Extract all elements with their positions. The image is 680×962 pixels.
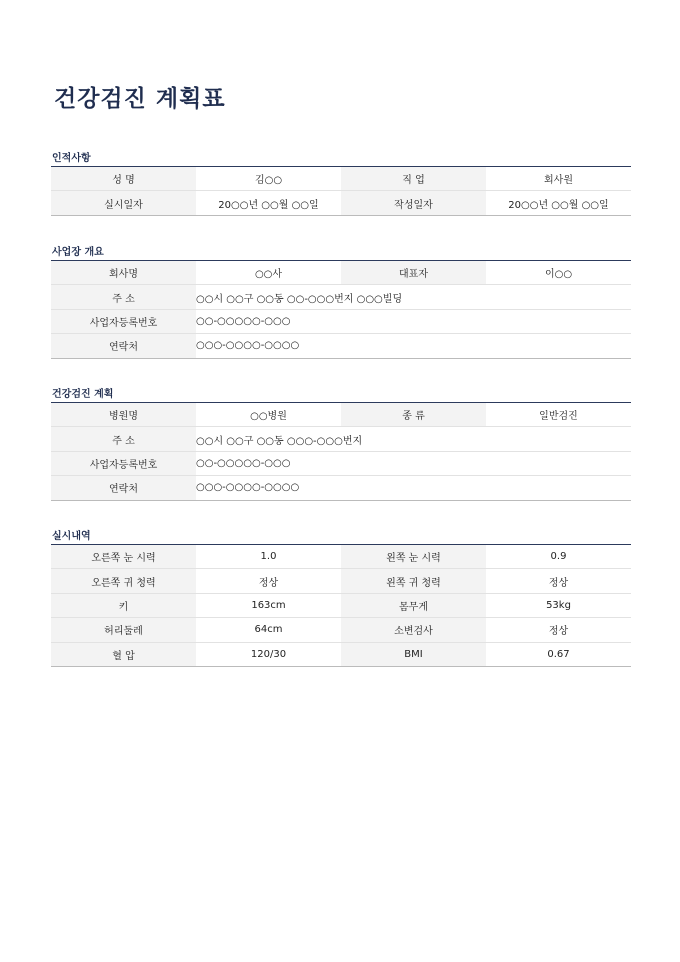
contact-label: 연락처 bbox=[51, 334, 196, 358]
result-value: 0.67 bbox=[486, 642, 631, 666]
exam-type-value: 일반검진 bbox=[486, 403, 631, 427]
result-label: 혈 압 bbox=[51, 642, 196, 666]
section-personal-heading: 인적사항 bbox=[52, 153, 91, 164]
table-row bbox=[51, 309, 631, 333]
result-label: 허리둘레 bbox=[51, 618, 196, 642]
table-row bbox=[51, 476, 631, 500]
table-row bbox=[51, 593, 631, 617]
bizno-label: 사업자등록번호 bbox=[51, 309, 196, 333]
company-label: 회사명 bbox=[51, 261, 196, 285]
job-label: 직 업 bbox=[341, 167, 486, 191]
write-date-label: 작성일자 bbox=[341, 191, 486, 215]
table-row bbox=[51, 642, 631, 666]
result-value: 0.9 bbox=[486, 545, 631, 569]
plan-info-table bbox=[51, 402, 631, 501]
results-table bbox=[51, 544, 631, 667]
bizno-value: ○○-○○○○○-○○○ bbox=[196, 309, 631, 333]
result-label: 오른쪽 귀 청력 bbox=[51, 569, 196, 593]
table-row bbox=[51, 569, 631, 593]
document-title: 건강검진 계획표 bbox=[54, 86, 226, 112]
result-label: 오른쪽 눈 시력 bbox=[51, 545, 196, 569]
result-value: 53kg bbox=[486, 593, 631, 617]
result-value: 163cm bbox=[196, 593, 341, 617]
name-label: 성 명 bbox=[51, 167, 196, 191]
result-label: 몸무게 bbox=[341, 593, 486, 617]
hospital-bizno-label: 사업자등록번호 bbox=[51, 451, 196, 475]
company-value: ○○사 bbox=[196, 261, 341, 285]
result-label: BMI bbox=[341, 642, 486, 666]
result-label: 왼쪽 눈 시력 bbox=[341, 545, 486, 569]
table-row bbox=[51, 403, 631, 427]
hospital-address-label: 주 소 bbox=[51, 427, 196, 451]
result-value: 1.0 bbox=[196, 545, 341, 569]
hospital-bizno-value: ○○-○○○○○-○○○ bbox=[196, 451, 631, 475]
result-label: 키 bbox=[51, 593, 196, 617]
name-value: 김○○ bbox=[196, 167, 341, 191]
result-value: 정상 bbox=[196, 569, 341, 593]
table-row bbox=[51, 427, 631, 451]
table-row bbox=[51, 191, 631, 215]
ceo-label: 대표자 bbox=[341, 261, 486, 285]
result-value: 64cm bbox=[196, 618, 341, 642]
hospital-value: ○○병원 bbox=[196, 403, 341, 427]
result-value: 정상 bbox=[486, 618, 631, 642]
section-plan-heading: 건강검진 계획 bbox=[52, 389, 114, 400]
job-value: 회사원 bbox=[486, 167, 631, 191]
address-label: 주 소 bbox=[51, 285, 196, 309]
ceo-value: 이○○ bbox=[486, 261, 631, 285]
result-value: 120/30 bbox=[196, 642, 341, 666]
table-row bbox=[51, 261, 631, 285]
personal-info-table bbox=[51, 166, 631, 216]
exam-type-label: 종 류 bbox=[341, 403, 486, 427]
table-row bbox=[51, 285, 631, 309]
contact-value: ○○○-○○○○-○○○○ bbox=[196, 334, 631, 358]
section-results-heading: 실시내역 bbox=[52, 531, 91, 542]
table-row bbox=[51, 167, 631, 191]
result-label: 소변검사 bbox=[341, 618, 486, 642]
exam-date-label: 실시일자 bbox=[51, 191, 196, 215]
address-value: ○○시 ○○구 ○○동 ○○-○○○번지 ○○○빌딩 bbox=[196, 285, 631, 309]
hospital-contact-label: 연락처 bbox=[51, 476, 196, 500]
result-label: 왼쪽 귀 청력 bbox=[341, 569, 486, 593]
hospital-contact-value: ○○○-○○○○-○○○○ bbox=[196, 476, 631, 500]
table-row bbox=[51, 451, 631, 475]
exam-date-value: 20○○년 ○○월 ○○일 bbox=[196, 191, 341, 215]
table-row bbox=[51, 334, 631, 358]
write-date-value: 20○○년 ○○월 ○○일 bbox=[486, 191, 631, 215]
hospital-label: 병원명 bbox=[51, 403, 196, 427]
hospital-address-value: ○○시 ○○구 ○○동 ○○○-○○○번지 bbox=[196, 427, 631, 451]
workplace-info-table bbox=[51, 260, 631, 359]
result-value: 정상 bbox=[486, 569, 631, 593]
section-workplace-heading: 사업장 개요 bbox=[52, 247, 104, 258]
table-row bbox=[51, 545, 631, 569]
table-row bbox=[51, 618, 631, 642]
